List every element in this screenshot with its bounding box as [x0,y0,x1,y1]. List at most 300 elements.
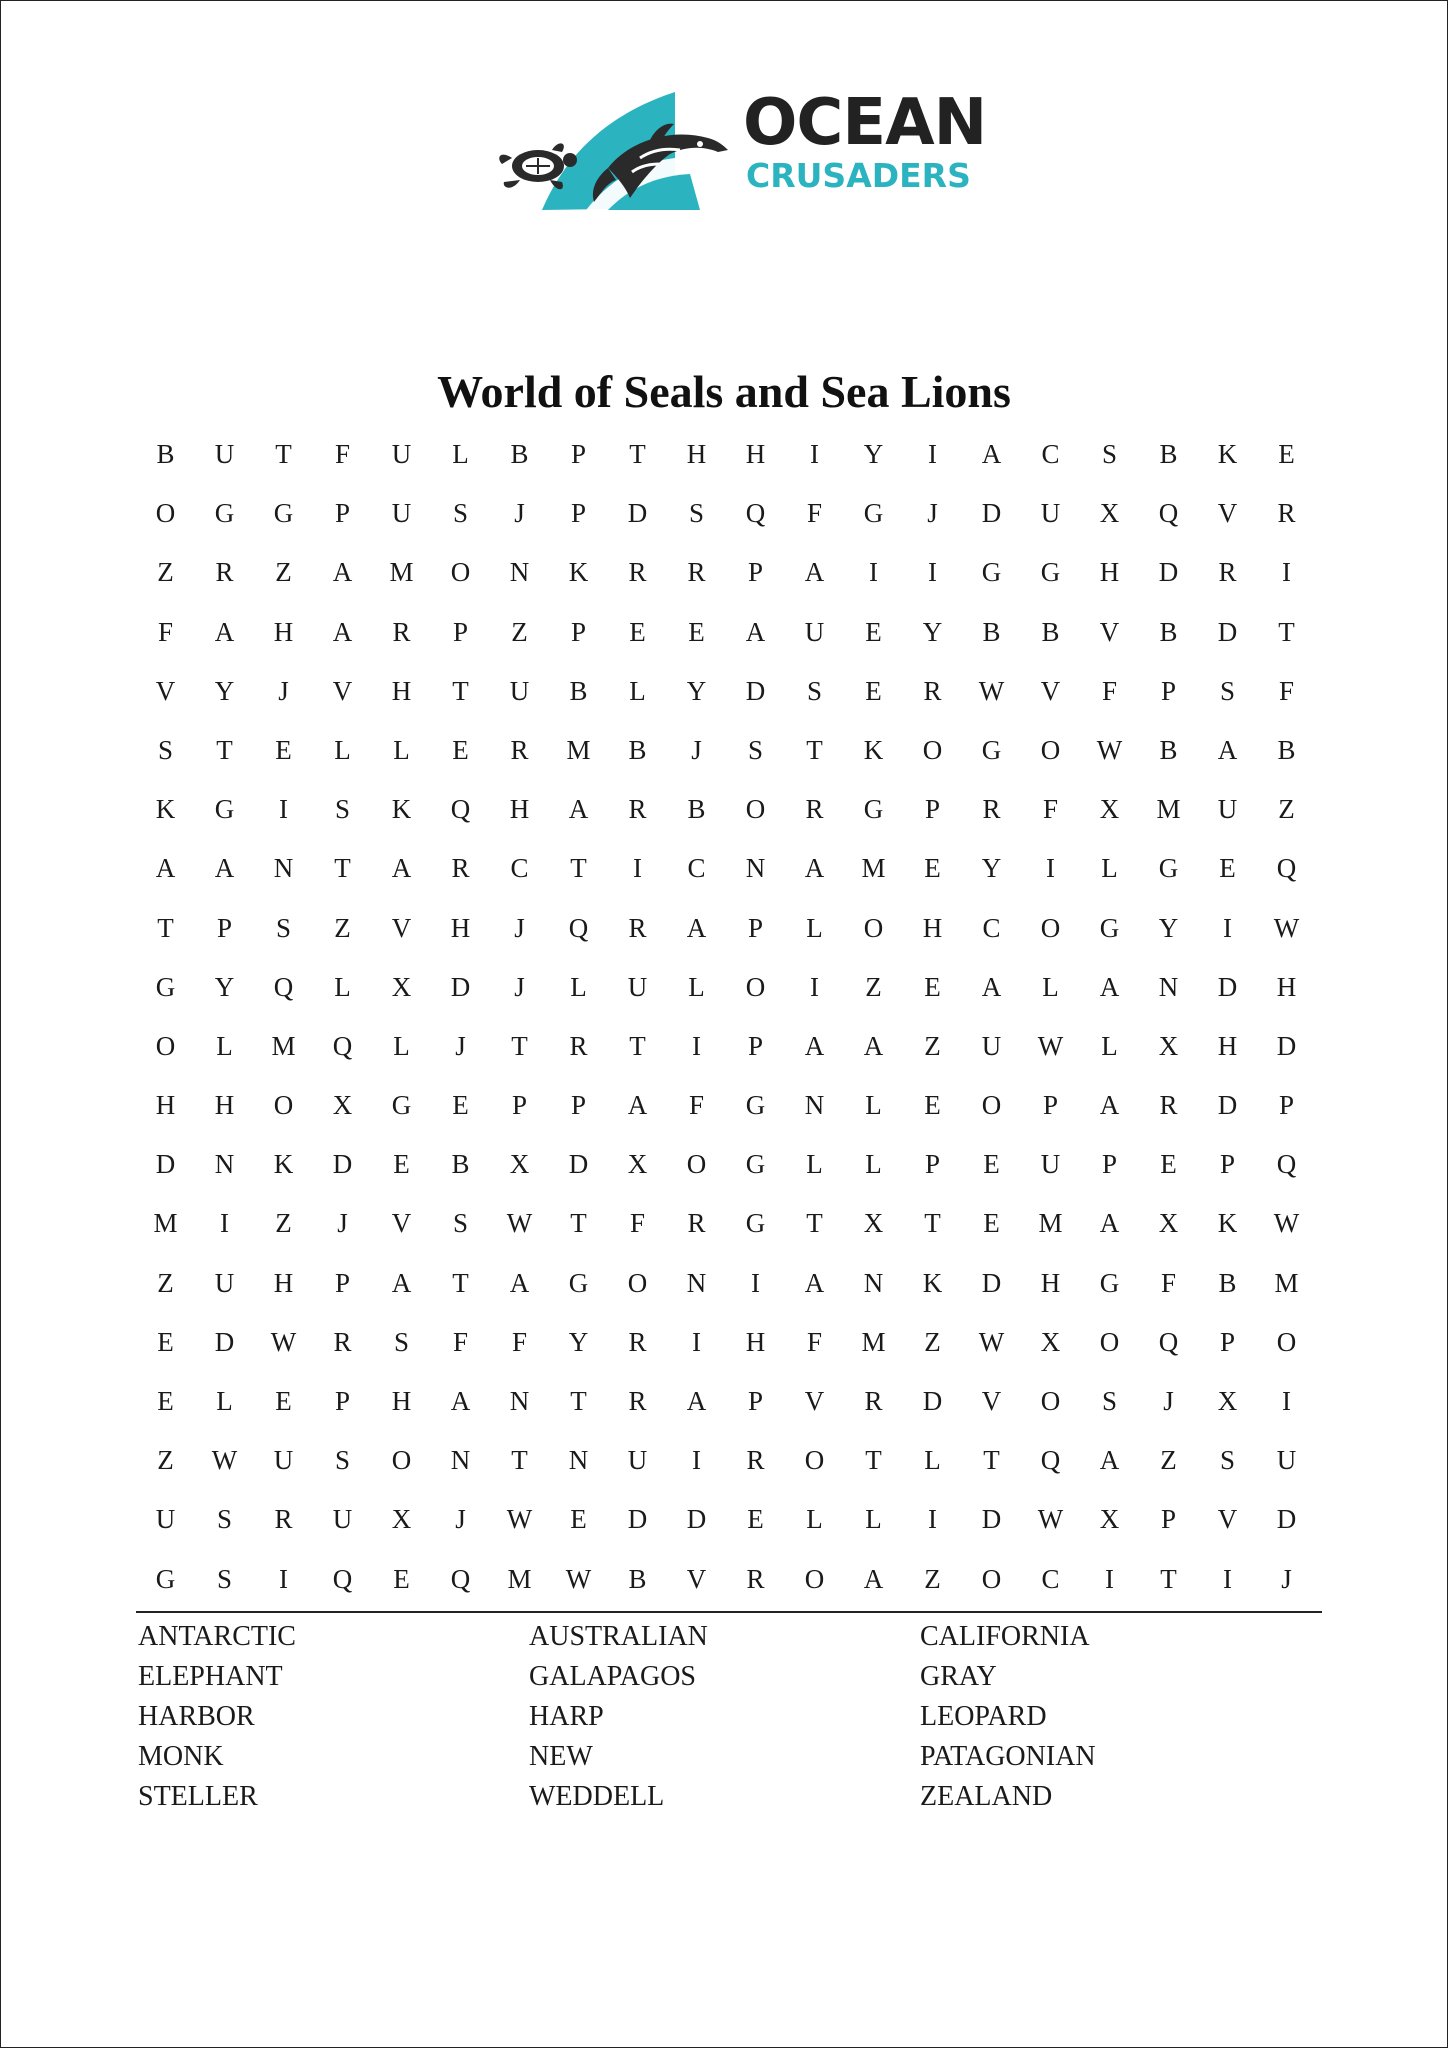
grid-letter: G [155,971,176,1002]
grid-letter: N [214,1149,235,1180]
grid-letter: A [627,1090,648,1121]
grid-letter: A [509,1267,530,1298]
grid-letter: G [1099,1267,1120,1298]
grid-letter: O [745,794,766,825]
grid-row [136,780,1316,839]
grid-letter: L [452,439,469,469]
grid-letter: U [391,498,412,529]
grid-letter: W [1096,734,1123,765]
grid-row [136,425,1316,484]
grid-letter: M [1156,794,1181,825]
grid-letter: E [924,1090,941,1121]
grid-letter: M [507,1563,532,1594]
grid-letter: I [869,557,878,588]
grid-letter: J [455,1030,466,1061]
grid-letter: W [1273,912,1300,943]
grid-letter: T [570,1208,587,1239]
grid-letter: P [747,912,764,943]
grid-letter: I [1105,1563,1114,1594]
grid-letter: A [804,853,825,884]
grid-letter: F [1101,675,1118,706]
grid-letter: Q [1040,1445,1061,1476]
grid-row [136,1135,1316,1194]
grid-letter: R [687,557,706,588]
grid-letter: T [157,912,174,943]
grid-letter: A [391,1267,412,1298]
grid-letter: E [688,616,705,647]
word-list-item: ZEALAND [920,1781,1053,1812]
grid-letter: O [804,1563,825,1594]
grid-letter: L [865,1149,882,1180]
grid-letter: U [627,971,648,1002]
grid-letter: E [157,1326,174,1357]
grid-letter: Q [332,1563,353,1594]
grid-letter: R [628,912,647,943]
grid-letter: P [334,1267,351,1298]
grid-letter: Y [214,675,235,706]
grid-letter: H [1276,971,1297,1002]
grid-letter: B [1159,616,1178,647]
grid-letter: D [1276,1504,1297,1535]
grid-letter: P [1160,1504,1177,1535]
grid-letter: Z [157,1445,174,1476]
grid-letter: R [687,1208,706,1239]
grid-letter: M [271,1030,296,1061]
grid-letter: I [692,1030,701,1061]
grid-letter: I [692,1445,701,1476]
grid-letter: G [155,1563,176,1594]
grid-letter: Q [450,794,471,825]
grid-letter: W [506,1208,533,1239]
grid-letter: F [688,1090,705,1121]
grid-letter: Y [863,439,884,469]
grid-letter: H [214,1090,235,1121]
grid-letter: U [981,1030,1002,1061]
grid-letter: T [275,439,292,469]
grid-letter: A [745,616,766,647]
grid-letter: O [981,1563,1002,1594]
grid-letter: A [214,616,235,647]
grid-letter: J [278,675,289,706]
grid-letter: C [687,853,706,884]
grid-letter: R [864,1386,883,1416]
grid-letter: S [275,912,292,943]
grid-row [136,603,1316,662]
grid-letter: D [1276,1030,1297,1061]
grid-letter: R [923,675,942,706]
grid-letter: O [155,498,176,529]
grid-letter: J [691,734,702,765]
grid-letter: O [745,971,766,1002]
word-list [138,1617,1288,1817]
grid-letter: K [155,794,176,825]
grid-letter: L [1101,853,1118,884]
grid-letter: A [686,1386,707,1416]
grid-letter: E [629,616,646,647]
grid-letter: A [1099,971,1120,1002]
grid-letter: P [570,439,587,469]
grid-letter: O [450,557,471,588]
grid-letter: B [156,439,175,469]
grid-letter: X [863,1208,884,1239]
grid-letter: O [1040,1386,1061,1416]
grid-letter: A [1099,1090,1120,1121]
word-list-item: PATAGONIAN [920,1741,1096,1772]
grid-letter: U [273,1445,294,1476]
grid-row [136,543,1316,602]
grid-letter: T [1278,616,1295,647]
grid-letter: B [1041,616,1060,647]
grid-letter: B [628,734,647,765]
grid-letter: X [509,1149,530,1180]
grid-letter: L [1042,971,1059,1002]
grid-letter: L [216,1030,233,1061]
grid-letter: L [570,971,587,1002]
grid-letter: O [627,1267,648,1298]
grid-letter: A [155,853,176,884]
grid-row [136,839,1316,898]
grid-letter: A [214,853,235,884]
grid-letter: S [688,498,705,529]
grid-letter: A [1099,1445,1120,1476]
grid-letter: A [804,1030,825,1061]
grid-letter: E [1219,853,1236,884]
grid-letter: M [861,1326,886,1357]
grid-letter: L [216,1386,233,1416]
grid-letter: E [452,734,469,765]
grid-letter: G [1040,557,1061,588]
grid-letter: N [568,1445,589,1476]
grid-letter: L [806,1149,823,1180]
grid-letter: B [569,675,588,706]
grid-letter: U [214,1267,235,1298]
grid-letter: L [393,734,410,765]
grid-letter: V [804,1386,825,1416]
grid-letter: Q [273,971,294,1002]
grid-letter: W [978,1326,1005,1357]
grid-letter: Q [568,912,589,943]
grid-letter: I [1223,912,1232,943]
grid-letter: U [509,675,530,706]
grid-letter: H [1040,1267,1061,1298]
grid-row [136,1550,1316,1609]
grid-letter: R [628,557,647,588]
grid-letter: W [506,1504,533,1535]
grid-letter: T [629,1030,646,1061]
grid-letter: Q [745,498,766,529]
grid-letter: R [274,1504,293,1535]
grid-letter: Q [1158,1326,1179,1357]
word-list-item: LEOPARD [920,1701,1047,1732]
grid-letter: P [1042,1090,1059,1121]
grid-letter: Q [1276,853,1297,884]
grid-letter: Z [157,557,174,588]
grid-letter: P [747,557,764,588]
grid-letter: W [1037,1504,1064,1535]
grid-letter: H [1099,557,1120,588]
grid-letter: R [746,1563,765,1594]
grid-letter: V [332,675,353,706]
grid-letter: J [927,498,938,529]
grid-letter: S [1101,1386,1118,1416]
grid-letter: P [334,1386,351,1416]
grid-row [136,662,1316,721]
grid-letter: I [1046,853,1055,884]
grid-letter: J [337,1208,348,1239]
grid-letter: O [922,734,943,765]
grid-letter: N [509,557,530,588]
grid-row [136,1431,1316,1490]
grid-letter: A [568,794,589,825]
grid-letter: Z [1278,794,1295,825]
grid-letter: T [570,1386,587,1416]
grid-letter: G [981,734,1002,765]
grid-letter: X [1040,1326,1061,1357]
grid-letter: O [686,1149,707,1180]
grid-letter: P [747,1386,764,1416]
grid-letter: T [570,853,587,884]
grid-letter: Y [1158,912,1179,943]
grid-letter: D [981,1267,1002,1298]
grid-letter: E [865,616,882,647]
grid-letter: O [863,912,884,943]
grid-letter: I [1282,1386,1291,1416]
grid-letter: H [686,439,707,469]
grid-letter: K [922,1267,943,1298]
grid-letter: S [747,734,764,765]
grid-letter: O [1276,1326,1297,1357]
grid-letter: D [1217,616,1238,647]
grid-letter: H [273,616,294,647]
grid-letter: R [510,734,529,765]
grid-letter: D [981,498,1002,529]
grid-letter: I [928,557,937,588]
grid-letter: L [924,1445,941,1476]
grid-letter: R [746,1445,765,1476]
grid-letter: O [1040,734,1061,765]
grid-letter: G [745,1090,766,1121]
grid-letter: O [155,1030,176,1061]
grid-letter: T [865,1445,882,1476]
grid-letter: T [1160,1563,1177,1594]
grid-letter: C [510,853,529,884]
word-list-item: HARBOR [138,1701,255,1732]
grid-letter: N [450,1445,471,1476]
grid-letter: W [270,1326,297,1357]
grid-letter: H [273,1267,294,1298]
grid-letter: S [216,1504,233,1535]
grid-letter: A [450,1386,471,1416]
grid-letter: X [1158,1208,1179,1239]
grid-letter: C [982,912,1001,943]
grid-letter: I [928,1504,937,1535]
grid-row [136,1076,1316,1135]
grid-letter: E [924,853,941,884]
grid-letter: A [863,1030,884,1061]
grid-letter: A [804,557,825,588]
grid-letter: G [863,498,884,529]
grid-letter: L [688,971,705,1002]
grid-letter: R [451,853,470,884]
grid-letter: U [1040,498,1061,529]
grid-letter: O [391,1445,412,1476]
grid-letter: K [391,794,412,825]
grid-letter: E [393,1149,410,1180]
grid-letter: T [452,1267,469,1298]
grid-letter: P [1101,1149,1118,1180]
grid-letter: G [745,1208,766,1239]
grid-letter: T [511,1030,528,1061]
grid-letter: R [628,1326,647,1357]
grid-letter: L [629,675,646,706]
grid-letter: W [211,1445,238,1476]
grid-letter: X [1217,1386,1238,1416]
grid-letter: D [332,1149,353,1180]
grid-letter: U [1040,1149,1061,1180]
grid-letter: R [569,1030,588,1061]
grid-letter: J [1163,1386,1174,1416]
grid-letter: H [1217,1030,1238,1061]
grid-letter: U [1276,1445,1297,1476]
grid-letter: M [861,853,886,884]
grid-letter: P [1160,675,1177,706]
grid-letter: N [1158,971,1179,1002]
grid-letter: F [1278,675,1295,706]
grid-letter: M [1274,1267,1299,1298]
grid-letter: E [924,971,941,1002]
grid-letter: K [273,1149,294,1180]
grid-letter: K [1217,439,1238,469]
grid-letter: G [1099,912,1120,943]
grid-letter: F [629,1208,646,1239]
grid-letter: R [805,794,824,825]
grid-letter: Q [450,1563,471,1594]
grid-letter: F [157,616,174,647]
grid-letter: L [806,1504,823,1535]
grid-letter: S [216,1563,233,1594]
grid-letter: P [1278,1090,1295,1121]
grid-letter: A [686,912,707,943]
word-list-item: GALAPAGOS [529,1661,697,1692]
word-list-item: ANTARCTIC [138,1621,296,1652]
grid-row [136,1490,1316,1549]
grid-letter: U [804,616,825,647]
word-search-grid [136,425,1316,1609]
grid-letter: D [1217,971,1238,1002]
grid-row [136,958,1316,1017]
grid-letter: I [810,439,819,469]
grid-letter: B [1159,439,1178,469]
grid-letter: F [452,1326,469,1357]
grid-row [136,1372,1316,1431]
grid-letter: Z [275,557,292,588]
grid-letter: Y [214,971,235,1002]
grid-letter: R [215,557,234,588]
grid-letter: N [804,1090,825,1121]
grid-letter: A [391,853,412,884]
grid-letter: A [1217,734,1238,765]
grid-letter: D [627,1504,648,1535]
grid-letter: P [1219,1326,1236,1357]
grid-letter: P [747,1030,764,1061]
grid-letter: G [391,1090,412,1121]
grid-letter: B [1218,1267,1237,1298]
grid-letter: U [155,1504,176,1535]
grid-letter: V [1217,1504,1238,1535]
divider-line [136,1611,1322,1613]
grid-letter: L [393,1030,410,1061]
grid-letter: X [1099,794,1120,825]
grid-letter: L [865,1090,882,1121]
grid-letter: X [627,1149,648,1180]
grid-letter: X [1099,1504,1120,1535]
grid-letter: O [1040,912,1061,943]
grid-letter: S [452,498,469,529]
grid-letter: R [392,616,411,647]
grid-letter: E [570,1504,587,1535]
grid-letter: L [334,971,351,1002]
ocean-crusaders-logo [490,88,1000,218]
grid-letter: A [332,616,353,647]
grid-letter: W [1273,1208,1300,1239]
grid-letter: F [806,1326,823,1357]
grid-row [136,1017,1316,1076]
grid-letter: Q [1276,1149,1297,1180]
grid-letter: I [810,971,819,1002]
grid-letter: E [983,1208,1000,1239]
grid-letter: S [334,1445,351,1476]
word-list-item: HARP [529,1701,604,1732]
grid-letter: K [863,734,884,765]
grid-letter: V [686,1563,707,1594]
grid-letter: F [334,439,351,469]
grid-letter: D [686,1504,707,1535]
grid-letter: P [924,1149,941,1180]
grid-letter: G [214,794,235,825]
grid-letter: F [806,498,823,529]
grid-letter: R [628,1386,647,1416]
grid-letter: I [928,439,937,469]
grid-letter: H [922,912,943,943]
grid-letter: G [981,557,1002,588]
grid-letter: E [275,734,292,765]
grid-letter: J [514,912,525,943]
grid-letter: X [391,1504,412,1535]
grid-letter: T [511,1445,528,1476]
grid-letter: G [863,794,884,825]
grid-letter: R [628,794,647,825]
grid-letter: A [332,557,353,588]
grid-letter: H [745,439,766,469]
grid-letter: P [570,616,587,647]
grid-letter: J [514,971,525,1002]
grid-letter: A [981,971,1002,1002]
grid-letter: N [686,1267,707,1298]
grid-letter: Z [511,616,528,647]
grid-letter: D [981,1504,1002,1535]
brand-name-bottom: CRUSADERS [746,156,971,195]
grid-letter: Q [332,1030,353,1061]
grid-letter: D [214,1326,235,1357]
grid-letter: J [514,498,525,529]
grid-letter: G [214,498,235,529]
word-list-item: WEDDELL [529,1781,665,1812]
grid-letter: G [273,498,294,529]
grid-letter: K [568,557,589,588]
grid-letter: I [220,1208,229,1239]
grid-letter: Z [334,912,351,943]
grid-letter: H [391,1386,412,1416]
